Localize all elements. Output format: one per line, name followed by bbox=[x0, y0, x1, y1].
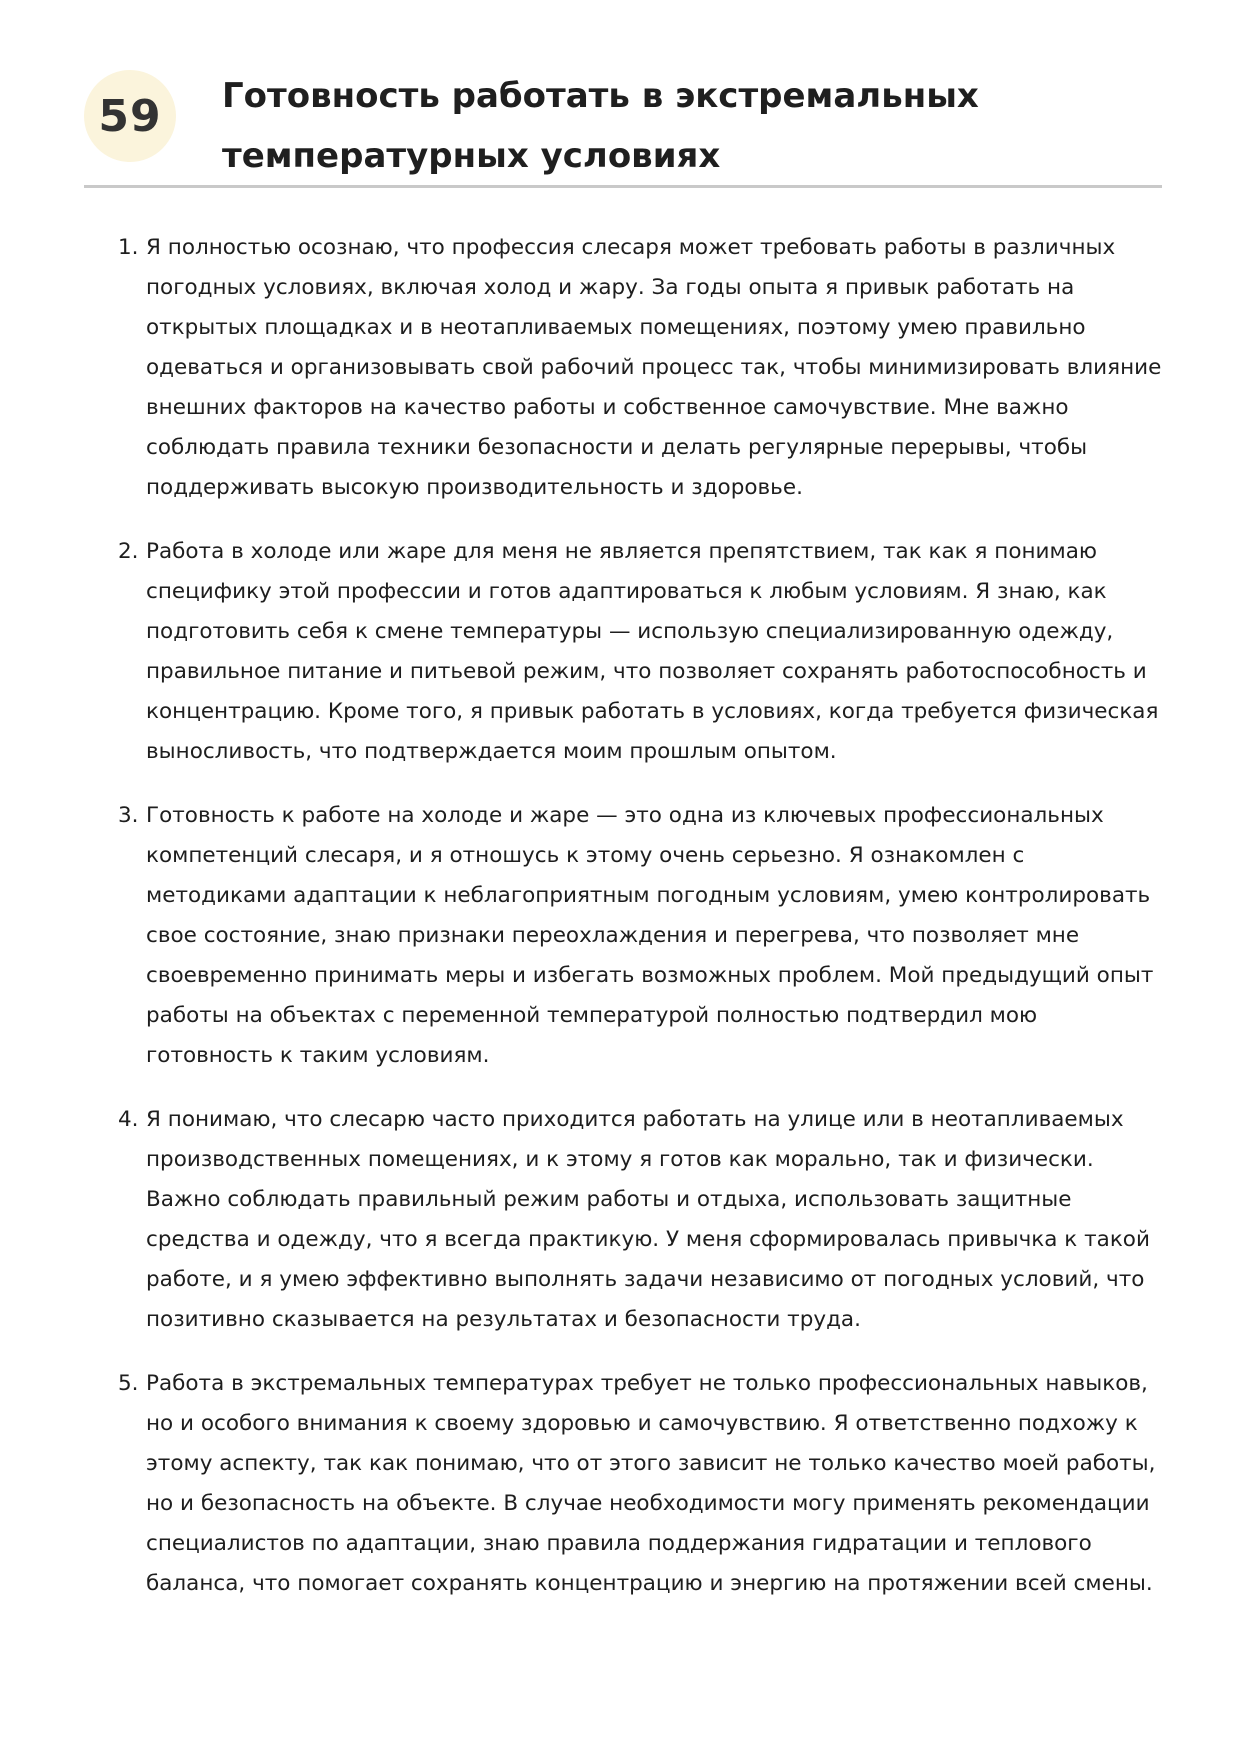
list-item-number: 2. bbox=[118, 539, 139, 564]
list-item-text: Работа в холоде или жаре для меня не является препятствием, так как я понимаю специфику этой профессии и готов адаптироваться к любым условиям. Я знаю, как подготовить себя к смене температуры — использую специализированную одежду, правильное питание и питьевой режим, что позволяет сохранять работоспособность и концентрацию. Кроме того, я привык работать в условиях, когда требуется физическая выносливость, что подтверждается моим прошлым опытом. bbox=[146, 539, 1159, 764]
list-item bbox=[84, 796, 1162, 1076]
list-item bbox=[84, 532, 1162, 772]
section-title: Готовность работать в экстремальных температурных условиях bbox=[222, 76, 979, 176]
list-item-number: 4. bbox=[118, 1107, 139, 1132]
list-item-text: Я полностью осознаю, что профессия слесаря может требовать работы в различных погодных условиях, включая холод и жару. За годы опыта я привык работать на открытых площадках и в неотапливаемых помещениях, поэтому умею правильно одеваться и организовывать свой рабочий процесс так, чтобы минимизировать влияние внешних факторов на качество работы и собственное самочувствие. Мне важно соблюдать правила техники безопасности и делать регулярные перерывы, чтобы поддерживать высокую производительность и здоровье. bbox=[146, 235, 1162, 500]
list-item-number: 5. bbox=[118, 1371, 139, 1396]
section-number-badge: 59 bbox=[84, 70, 176, 162]
section-header bbox=[84, 60, 1162, 188]
list-item-text: Работа в экстремальных температурах требует не только профессиональных навыков, но и особого внимания к своему здоровью и самочувствию. Я ответственно подхожу к этому аспекту, так как понимаю, что от этого зависит не только качество моей работы, но и безопасность на объекте. В случае необходимости могу применять рекомендации специалистов по адаптации, знаю правила поддержания гидратации и теплового баланса, что помогает сохранять концентрацию и энергию на протяжении всей смены. bbox=[146, 1371, 1156, 1596]
list-item bbox=[84, 1100, 1162, 1340]
list-item-number: 1. bbox=[118, 235, 139, 260]
list-item-text: Готовность к работе на холоде и жаре — это одна из ключевых профессиональных компетенций слесаря, и я отношусь к этому очень серьезно. Я ознакомлен с методиками адаптации к неблагоприятным погодным условиям, умею контролировать свое состояние, знаю признаки переохлаждения и перегрева, что позволяет мне своевременно принимать меры и избегать возможных проблем. Мой предыдущий опыт работы на объектах с переменной температурой полностью подтвердил мою готовность к таким условиям. bbox=[146, 803, 1154, 1068]
document-page bbox=[84, 60, 1162, 1628]
list-item bbox=[84, 228, 1162, 508]
list-item-number: 3. bbox=[118, 803, 139, 828]
list-item bbox=[84, 1364, 1162, 1604]
answer-list bbox=[84, 228, 1162, 1604]
list-item-text: Я понимаю, что слесарю часто приходится работать на улице или в неотапливаемых производственных помещениях, и к этому я готов как морально, так и физически. Важно соблюдать правильный режим работы и отдыха, использовать защитные средства и одежду, что я всегда практикую. У меня сформировалась привычка к такой работе, и я умею эффективно выполнять задачи независимо от погодных условий, что позитивно сказывается на результатах и безопасности труда. bbox=[146, 1107, 1150, 1332]
